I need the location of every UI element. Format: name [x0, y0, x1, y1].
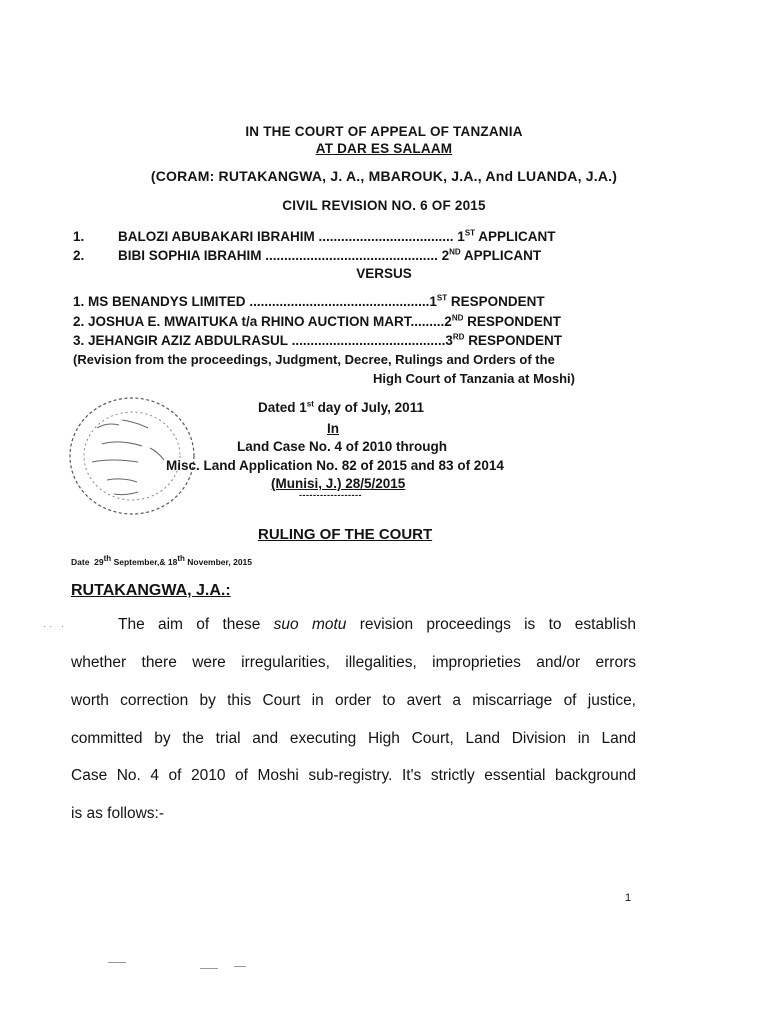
- respondent-1-ordinal: 1ST: [429, 293, 448, 309]
- body-line-4: committed by the trial and executing High Court, Land Division in Land: [71, 730, 636, 747]
- respondent-3: [73, 333, 562, 348]
- respondent-2-ordinal: 2ND: [444, 313, 464, 329]
- applicant-1-ordinal: 1ST: [457, 228, 476, 244]
- respondent-1-role: RESPONDENT: [450, 294, 545, 309]
- applicant-2-ordinal: 2ND: [441, 247, 461, 263]
- respondent-2: [73, 314, 561, 329]
- respondent-3-dots: .........................................: [291, 333, 446, 348]
- respondent-3-ordinal: 3RD: [445, 332, 465, 348]
- case-title: CIVIL REVISION NO. 6 OF 2015: [282, 198, 486, 213]
- respondent-2-num: 2.: [73, 314, 85, 329]
- respondent-3-role: RESPONDENT: [468, 333, 562, 348]
- misc-application-line: Misc. Land Application No. 82 of 2015 and 83 of 2014: [166, 458, 504, 473]
- dated-line: Dated 1st day of July, 2011: [258, 399, 424, 415]
- respondent-3-num: 3.: [73, 333, 85, 348]
- versus-label: VERSUS: [356, 266, 412, 281]
- applicant-1: [118, 229, 556, 244]
- in-label: In: [327, 421, 339, 436]
- court-seal-stamp: [62, 388, 212, 523]
- applicant-1-dots: ....................................: [318, 229, 454, 244]
- respondent-1: [73, 294, 545, 309]
- coram-line: (CORAM: RUTAKANGWA, J. A., MBAROUK, J.A., And LUANDA, J.A.): [150, 168, 618, 184]
- page-number: 1: [625, 892, 632, 904]
- scan-artifact-3: [234, 966, 246, 967]
- applicant-2-name: BIBI SOPHIA IBRAHIM: [118, 248, 262, 263]
- ruling-title: RULING OF THE COURT: [258, 526, 433, 543]
- scan-artifact-1: [108, 962, 126, 963]
- applicant-2-num: 2.: [73, 248, 85, 263]
- revision-note-line2: High Court of Tanzania at Moshi): [373, 371, 575, 386]
- court-title: IN THE COURT OF APPEAL OF TANZANIA: [245, 124, 523, 139]
- applicant-1-name: BALOZI ABUBAKARI IBRAHIM: [118, 229, 315, 244]
- body-line-1: The aim of these suo motu revision proceedings is to establish: [118, 616, 636, 633]
- judge-heading: RUTAKANGWA, J.A.:: [71, 582, 231, 599]
- body-line-3: worth correction by this Court in order to avert a miscarriage of justice,: [71, 692, 636, 709]
- margin-marks: · · ·: [43, 621, 65, 632]
- body-line-6: is as follows:-: [71, 805, 165, 822]
- revision-note-line1: (Revision from the proceedings, Judgment, Decree, Rulings and Orders of the: [73, 352, 555, 367]
- respondent-2-role: RESPONDENT: [467, 314, 561, 329]
- respondent-1-name: MS BENANDYS LIMITED: [88, 294, 246, 309]
- applicant-1-num: 1.: [73, 229, 85, 244]
- separator-rule: ------------------: [299, 490, 362, 500]
- respondent-1-num: 1.: [73, 294, 85, 309]
- applicant-1-role: APPLICANT: [478, 229, 556, 244]
- respondent-1-dots: ................................................: [249, 294, 430, 309]
- applicant-2-role: APPLICANT: [463, 248, 542, 263]
- respondent-2-name: JOSHUA E. MWAITUKA t/a RHINO AUCTION MART: [88, 314, 411, 329]
- body-line-5: Case No. 4 of 2010 of Moshi sub-registry. It's strictly essential background: [71, 767, 636, 784]
- respondent-2-dots: .........: [410, 314, 445, 329]
- ruling-date-line: Date 29th September,& 18th November, 2015: [71, 554, 253, 567]
- body-line-2: whether there were irregularities, illegalities, improprieties and/or errors: [71, 654, 636, 671]
- court-location: AT DAR ES SALAAM: [315, 141, 453, 156]
- applicant-2-dots: ..............................................: [265, 248, 438, 263]
- applicant-2: [118, 248, 541, 263]
- respondent-3-name: JEHANGIR AZIZ ABDULRASUL: [88, 333, 288, 348]
- scan-artifact-2: [200, 968, 218, 969]
- judge-date-line: (Munisi, J.) 28/5/2015: [271, 476, 406, 491]
- land-case-line: Land Case No. 4 of 2010 through: [237, 439, 448, 454]
